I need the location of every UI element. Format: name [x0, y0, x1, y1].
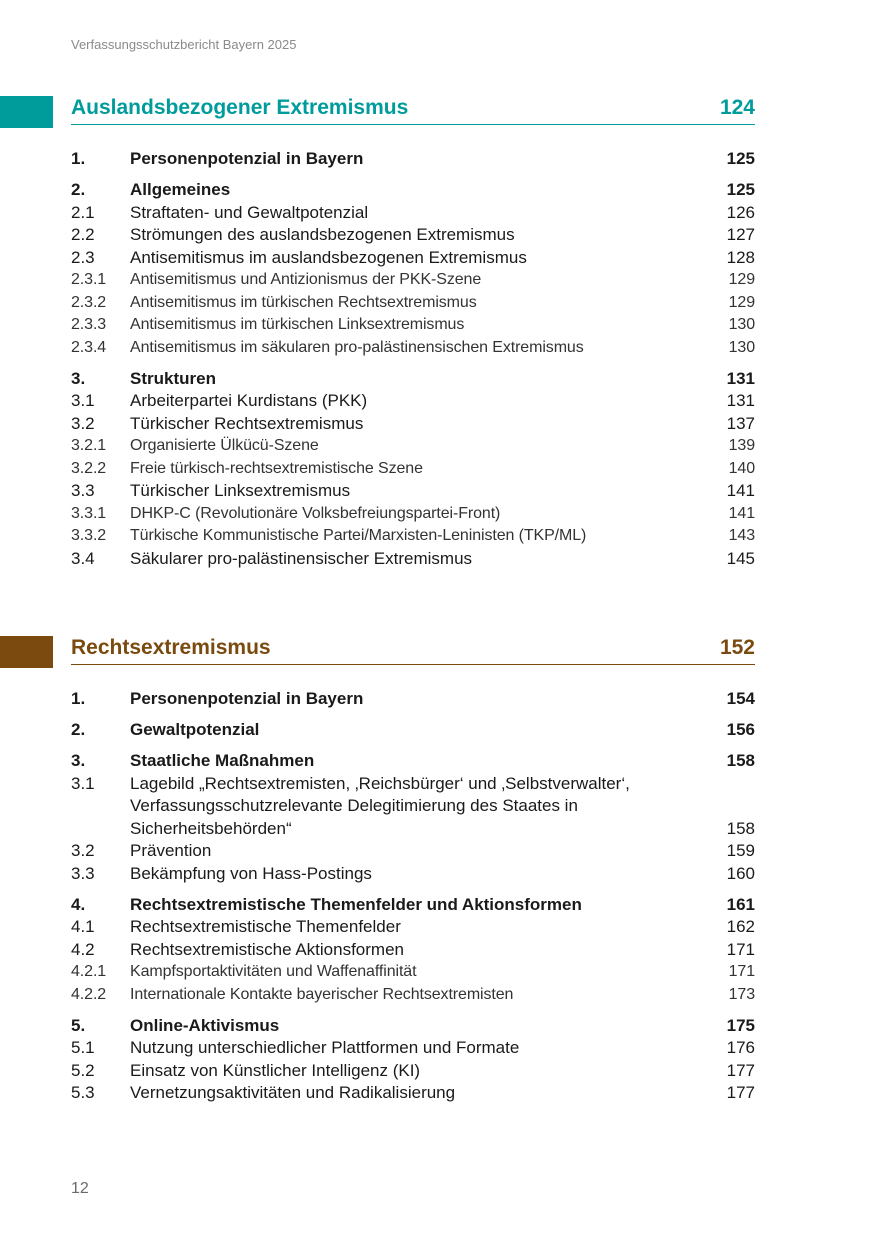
- toc-entry: [71, 224, 755, 247]
- toc-entry-page: 140: [728, 459, 755, 477]
- toc-entry-page: 125: [726, 180, 755, 199]
- page-number: 12: [71, 1180, 89, 1197]
- toc-entry-page: 175: [726, 1015, 755, 1035]
- toc-entry-title: Einsatz von Künstlicher Intelligenz (KI): [130, 1060, 421, 1080]
- toc-entry-page: 143: [728, 527, 755, 544]
- toc-entry-page: 128: [726, 247, 755, 267]
- section-color-bar: [0, 636, 53, 668]
- toc-entry-page: 125: [726, 149, 755, 168]
- toc-entry-number: 3.4: [71, 548, 95, 568]
- toc-entry: [71, 458, 755, 481]
- toc-entry: [71, 247, 755, 270]
- toc-entry-page: 129: [728, 271, 755, 288]
- toc-entry-number: 2.3.3: [71, 316, 107, 333]
- toc-entry-page: 160: [726, 863, 755, 883]
- toc-entry-title: Türkische Kommunistische Partei/Marxisten-Leninisten (TKP/ML): [130, 527, 587, 544]
- toc-entry-title: Kampfsportaktivitäten und Waffenaffinität: [130, 963, 417, 980]
- toc-entry: [71, 179, 755, 202]
- toc-entry-number: 4.2.2: [71, 985, 107, 1003]
- toc-entry: [71, 961, 755, 984]
- toc-entry: [71, 202, 755, 225]
- toc-entry-title: Rechtsextremistische Themenfelder: [130, 917, 401, 936]
- toc-entry-title: Arbeiterpartei Kurdistans (PKK): [130, 391, 368, 410]
- toc-entry: [71, 1060, 755, 1083]
- toc-entry-number: 5.3: [71, 1083, 95, 1102]
- toc-entry-number: 2.1: [71, 202, 95, 222]
- toc-entry-page: 131: [726, 391, 755, 410]
- toc-entry: [71, 773, 755, 841]
- toc-entry-title: Strömungen des auslandsbezogenen Extremismus: [130, 225, 515, 244]
- toc-entry-number: 2.: [71, 720, 86, 739]
- toc-entry-number: 5.: [71, 1015, 86, 1035]
- toc-list: [71, 148, 755, 570]
- toc-entry: [71, 1082, 755, 1105]
- toc-entry-title: Antisemitismus und Antizionismus der PKK-Szene: [130, 271, 482, 288]
- toc-entry: [71, 480, 755, 503]
- toc-entry-title: Antisemitismus im auslandsbezogenen Extremismus: [130, 247, 527, 267]
- toc-entry-title: Staatliche Maßnahmen: [130, 751, 315, 770]
- toc-entry-title: Organisierte Ülkücü-Szene: [130, 437, 319, 454]
- toc-entry-number: 1.: [71, 689, 86, 708]
- toc-entry-title: Prävention: [130, 841, 212, 860]
- toc-entry-page: 137: [726, 413, 755, 433]
- toc-entry-title: Vernetzungsaktivitäten und Radikalisierung: [130, 1083, 456, 1102]
- running-header: Verfassungsschutzbericht Bayern 2025: [71, 37, 297, 52]
- toc-entry-number: 4.2.1: [71, 963, 107, 980]
- toc-entry-page: 129: [728, 293, 755, 311]
- toc-entry-number: 3.2.2: [71, 459, 107, 477]
- toc-entry-title: Türkischer Linksextremismus: [130, 481, 351, 500]
- toc-entry-page: 141: [728, 504, 755, 522]
- toc-entry: [71, 269, 755, 292]
- toc-entry-title: Antisemitismus im türkischen Rechtsextremismus: [130, 293, 477, 311]
- toc-entry-page: 171: [728, 963, 755, 980]
- toc-entry-number: 4.1: [71, 917, 95, 936]
- toc-entry: [71, 894, 755, 917]
- toc-entry-number: 2.3.4: [71, 338, 107, 356]
- toc-entry: [71, 939, 755, 962]
- toc-entry-number: 5.2: [71, 1060, 95, 1080]
- toc-entry-title: Antisemitismus im säkularen pro-palästinensischen Extremismus: [130, 338, 584, 356]
- toc-entry-page: 162: [726, 917, 755, 936]
- toc-entry: [71, 688, 755, 711]
- toc-entry-number: 2.3.1: [71, 271, 107, 288]
- toc-entry-number: 2.2: [71, 225, 95, 244]
- toc-entry-number: 2.3.2: [71, 293, 107, 311]
- toc-entry-title: Personenpotenzial in Bayern: [130, 689, 364, 708]
- toc-entry-number: 3.: [71, 751, 86, 770]
- toc-entry-number: 3.1: [71, 773, 95, 793]
- toc-entry-number: 2.: [71, 180, 86, 199]
- toc-entry-number: 2.3: [71, 247, 95, 267]
- toc-entry: [71, 916, 755, 939]
- toc-entry-title: Allgemeines: [130, 180, 231, 199]
- toc-entry-number: 3.1: [71, 391, 95, 410]
- toc-entry-page: 159: [726, 841, 755, 860]
- toc-entry-title: Nutzung unterschiedlicher Plattformen und Formate: [130, 1038, 520, 1057]
- toc-entry-page: 177: [726, 1060, 755, 1080]
- toc-entry-page: 127: [726, 225, 755, 244]
- toc-entry: [71, 750, 755, 773]
- toc-entry-page: 158: [726, 751, 755, 770]
- section-heading: [71, 96, 755, 125]
- toc-entry: [71, 863, 755, 886]
- toc-entry: [71, 413, 755, 436]
- toc-entry-number: 1.: [71, 149, 86, 168]
- toc-entry: [71, 503, 755, 526]
- toc-entry-page: 176: [726, 1038, 755, 1057]
- toc-entry: [71, 1037, 755, 1060]
- toc-entry-page: 131: [726, 368, 755, 388]
- toc-entry-number: 3.3: [71, 481, 95, 500]
- toc-entry-number: 3.3.1: [71, 504, 107, 522]
- toc-entry-page: 161: [726, 894, 755, 914]
- toc-entry-number: 4.2: [71, 939, 95, 959]
- section-page: 152: [719, 636, 755, 659]
- toc-entry-title: DHKP-C (Revolutionäre Volksbefreiungspartei-Front): [130, 504, 501, 522]
- section-page: 124: [719, 96, 755, 119]
- toc-entry-title: Rechtsextremistische Aktionsformen: [130, 939, 404, 959]
- toc-entry-page: 145: [726, 548, 755, 568]
- toc-entry-title: Personenpotenzial in Bayern: [130, 149, 364, 168]
- toc-entry-number: 3.2: [71, 413, 95, 433]
- toc-entry-title: Antisemitismus im türkischen Linksextremismus: [130, 316, 465, 333]
- toc-list: [71, 688, 755, 1105]
- toc-entry-page: 177: [726, 1083, 755, 1102]
- toc-entry-page: 156: [726, 720, 755, 739]
- toc-entry-title: Gewaltpotenzial: [130, 720, 260, 739]
- toc-entry-title: Bekämpfung von Hass-Postings: [130, 863, 372, 883]
- toc-entry: [71, 548, 755, 571]
- toc-entry: [71, 148, 755, 171]
- toc-entry: [71, 719, 755, 742]
- section-title: Rechtsextremismus: [71, 636, 271, 659]
- toc-entry: [71, 840, 755, 863]
- toc-entry: [71, 368, 755, 391]
- toc-entry-title: Freie türkisch-rechtsextremistische Szene: [130, 459, 423, 477]
- toc-entry-page: 130: [728, 316, 755, 333]
- toc-entry-title: Lagebild „Rechtsextremisten, ‚Reichsbürger‘ und ‚Selbstverwalter‘, Verfassungsschutzrelevante Delegitimierung des Staates in Sicherheitsbehörden“: [130, 773, 630, 838]
- toc-entry: [71, 1015, 755, 1038]
- toc-entry: [71, 984, 755, 1007]
- toc-entry-page: 154: [726, 689, 755, 708]
- toc-entry: [71, 314, 755, 337]
- toc-entry-title: Säkularer pro-palästinensischer Extremismus: [130, 548, 473, 568]
- toc-entry-page: 141: [726, 481, 755, 500]
- toc-entry-page: 130: [728, 338, 755, 356]
- toc-entry-title: Online-Aktivismus: [130, 1015, 280, 1035]
- toc-entry-page: 173: [728, 985, 755, 1003]
- toc-entry-title: Strukturen: [130, 368, 216, 388]
- toc-entry-number: 3.3: [71, 863, 95, 883]
- toc-entry-title: Türkischer Rechtsextremismus: [130, 413, 364, 433]
- toc-entry-title: Straftaten- und Gewaltpotenzial: [130, 202, 369, 222]
- toc-entry: [71, 390, 755, 413]
- toc-entry: [71, 435, 755, 458]
- toc-entry-page: 139: [728, 437, 755, 454]
- toc-entry-number: 3.3.2: [71, 527, 107, 544]
- toc-entry-number: 4.: [71, 894, 86, 914]
- toc-entry-number: 3.: [71, 368, 86, 388]
- toc-entry-page: 158: [726, 818, 755, 838]
- section-title: Auslandsbezogener Extremismus: [71, 96, 409, 119]
- toc-entry: [71, 292, 755, 315]
- section-heading: [71, 636, 755, 665]
- toc-entry: [71, 337, 755, 360]
- toc-entry-page: 171: [726, 939, 755, 959]
- toc-entry: [71, 525, 755, 548]
- section-color-bar: [0, 96, 53, 128]
- toc-entry-page: 126: [726, 202, 755, 222]
- toc-entry-number: 3.2: [71, 841, 95, 860]
- toc-entry-number: 3.2.1: [71, 437, 107, 454]
- toc-entry-number: 5.1: [71, 1038, 95, 1057]
- toc-entry-title: Rechtsextremistische Themenfelder und Aktionsformen: [130, 894, 582, 914]
- toc-entry-title: Internationale Kontakte bayerischer Rechtsextremisten: [130, 985, 514, 1003]
